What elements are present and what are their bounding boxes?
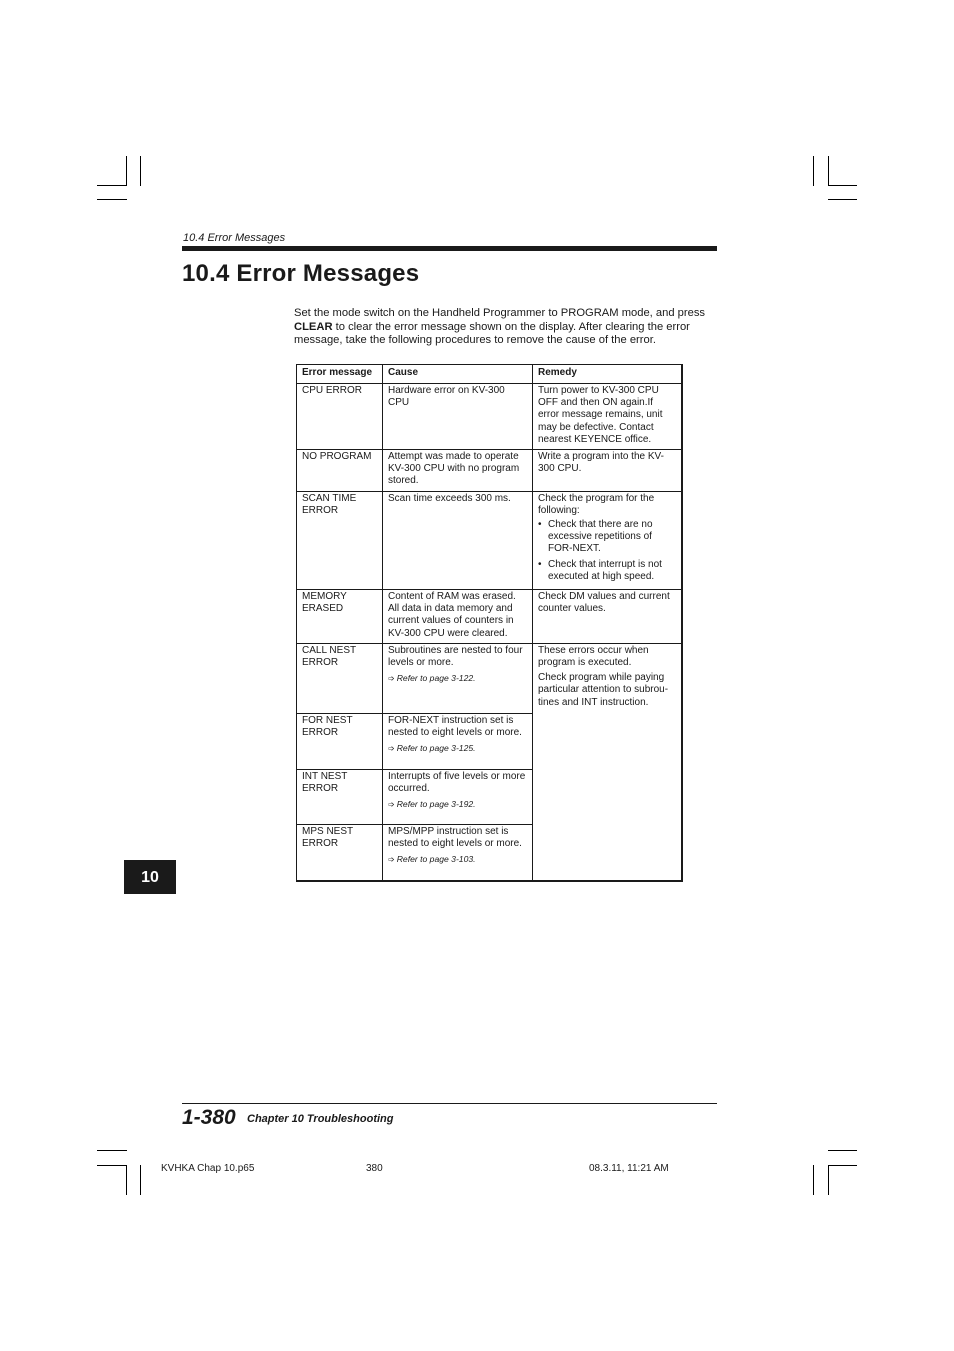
error-message-cell: NO PROGRAM: [297, 450, 383, 492]
reference-arrow-icon: ➩: [388, 855, 395, 865]
list-item: [538, 519, 676, 556]
cause-text: Interrupts of five levels or more occurred.: [388, 770, 526, 795]
crop-mark: [140, 156, 141, 186]
slug-date: 08.3.11, 11:21 AM: [589, 1163, 669, 1174]
cause-text: FOR-NEXT instruction set is nested to eight levels or more.: [388, 714, 522, 739]
error-message-cell: CPU ERROR: [297, 384, 383, 450]
cause-cell: [383, 643, 533, 713]
chapter-tab: 10: [124, 860, 176, 894]
page-reference: [388, 798, 527, 811]
page-reference: [388, 853, 527, 866]
crop-mark: [813, 1165, 814, 1195]
crop-mark: [126, 156, 127, 186]
table-row: [297, 643, 682, 713]
bullet-icon: •: [538, 519, 542, 531]
reference-arrow-icon: ➩: [388, 800, 395, 810]
bullet-text: Check that interrupt is not executed at high speed.: [548, 558, 662, 582]
page-title: 10.4 Error Messages: [182, 260, 420, 287]
slug-filename: KVHKA Chap 10.p65: [161, 1163, 255, 1174]
intro-text-1: Set the mode switch on the Handheld Programmer to PROGRAM mode, and press: [294, 307, 706, 319]
bullet-text: Check that there are no excessive repetitions of FOR-NEXT.: [548, 519, 653, 555]
cause-text: Subroutines are nested to four levels or more.: [388, 644, 523, 669]
remedy-cell: Write a program into the KV-300 CPU.: [533, 450, 682, 492]
reference-text: Refer to page 3-103.: [396, 854, 476, 865]
cause-cell: Hardware error on KV-300 CPU: [383, 384, 533, 450]
table-row: [297, 450, 682, 492]
cause-cell: Attempt was made to operate KV-300 CPU with no program stored.: [383, 450, 533, 492]
running-head: 10.4 Error Messages: [183, 232, 286, 244]
list-item: [538, 559, 676, 583]
table-row: [297, 384, 682, 450]
error-table: [296, 364, 683, 882]
page-reference: [388, 672, 527, 685]
error-message-cell: FOR NEST ERROR: [297, 713, 383, 769]
cause-text: MPS/MPP instruction set is nested to eight levels or more.: [388, 825, 522, 850]
header-remedy: Remedy: [533, 365, 682, 384]
crop-mark: [828, 156, 829, 186]
reference-text: Refer to page 3-125.: [396, 743, 476, 754]
table-row: [297, 491, 682, 589]
error-message-cell: INT NEST ERROR: [297, 769, 383, 824]
error-message-cell: MEMORY ERASED: [297, 590, 383, 644]
error-message-cell: CALL NEST ERROR: [297, 643, 383, 713]
chapter-label: Chapter 10 Troubleshooting: [247, 1113, 394, 1125]
table-row: [297, 590, 682, 644]
remedy-cell: Check DM values and current counter values.: [533, 590, 682, 644]
header-cause: Cause: [383, 365, 533, 384]
crop-mark: [828, 1150, 857, 1151]
header-error-message: Error message: [297, 365, 383, 384]
cause-cell: Scan time exceeds 300 ms.: [383, 491, 533, 589]
crop-mark: [97, 1150, 127, 1151]
cause-cell: Content of RAM was erased. All data in data memory and current values of counters in KV-300 CPU were cleared.: [383, 590, 533, 644]
crop-mark: [828, 1165, 829, 1195]
page-reference: [388, 742, 527, 755]
remedy-cell: [533, 491, 682, 589]
remedy-bullet-list: [538, 519, 676, 583]
shared-remedy-text: Check program while paying particular attention to subrou-tines and INT instruction.: [538, 672, 669, 708]
remedy-cell: Turn power to KV-300 CPU OFF and then ON again.If error message remains, unit may be defective. Contact nearest KEYENCE office.: [533, 384, 682, 450]
cause-cell: [383, 824, 533, 881]
crop-mark: [97, 1165, 127, 1166]
crop-mark: [813, 156, 814, 186]
reference-text: Refer to page 3-192.: [396, 799, 476, 810]
shared-remedy-text: These errors occur when program is executed.: [538, 644, 649, 669]
page-number: 1-380: [182, 1106, 236, 1129]
remedy-intro: Check the program for the following:: [538, 492, 655, 516]
reference-arrow-icon: ➩: [388, 744, 395, 754]
error-message-cell: MPS NEST ERROR: [297, 824, 383, 881]
intro-text-2: to clear the error message shown on the display. After clearing the error message, take the following procedures to remove the cause of the error.: [294, 320, 690, 347]
footer-rule: [182, 1103, 717, 1104]
crop-mark: [828, 199, 857, 200]
clear-key-label: CLEAR: [294, 320, 333, 333]
bullet-icon: •: [538, 558, 542, 570]
reference-arrow-icon: ➩: [388, 674, 395, 684]
table-header-row: [297, 365, 682, 384]
crop-mark: [97, 199, 127, 200]
shared-remedy-cell: [533, 643, 682, 881]
slug-page: 380: [366, 1163, 383, 1174]
crop-mark: [126, 1165, 127, 1195]
crop-mark: [97, 185, 127, 186]
reference-text: Refer to page 3-122.: [396, 673, 476, 684]
cause-cell: [383, 713, 533, 769]
cause-cell: [383, 769, 533, 824]
intro-paragraph: [294, 307, 719, 348]
header-rule: [182, 246, 717, 251]
error-message-cell: SCAN TIME ERROR: [297, 491, 383, 589]
crop-mark: [828, 1165, 857, 1166]
crop-mark: [140, 1165, 141, 1195]
crop-mark: [828, 185, 857, 186]
